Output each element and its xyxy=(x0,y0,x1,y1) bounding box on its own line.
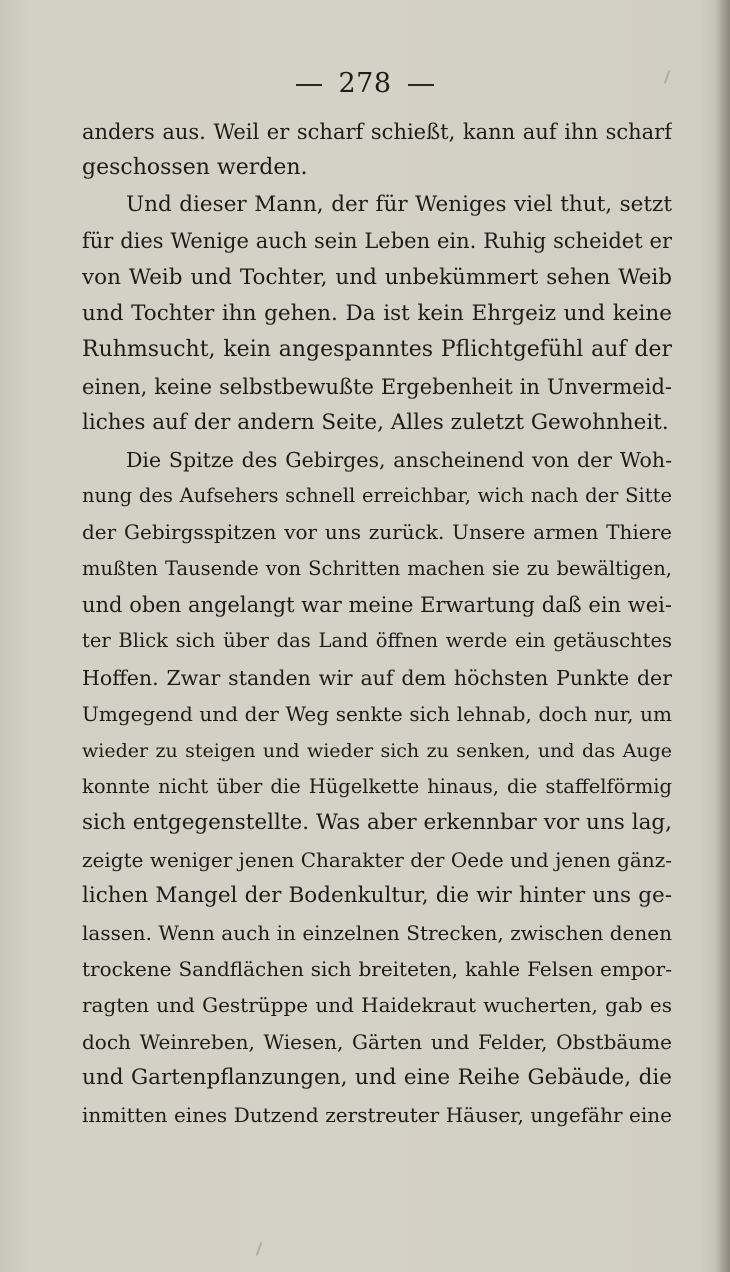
text-line: lichen Mangel der Bodenkultur, die wir hinter uns ge- xyxy=(82,883,672,909)
text-line: Die Spitze des Gebirges, anscheinend von der Woh- xyxy=(126,447,672,472)
text-line: Hoffen. Zwar standen wir auf dem höchsten Punkte der xyxy=(82,665,672,690)
text-line: ragten und Gestrüppe und Haidekraut wucherten, gab es xyxy=(82,993,672,1018)
text-line: ter Blick sich über das Land öffnen werde ein getäuschtes xyxy=(82,629,672,653)
text-line: und Gartenpflanzungen, und eine Reihe Gebäude, die xyxy=(82,1065,672,1091)
page-edge-shadow xyxy=(716,0,730,1272)
text-line: Und dieser Mann, der für Weniges viel thut, setzt xyxy=(126,191,672,217)
text-line: konnte nicht über die Hügelkette hinaus, die staffelförmig xyxy=(82,775,672,799)
text-line: Umgegend und der Weg senkte sich lehnab, doch nur, um xyxy=(82,702,672,727)
text-line: anders aus. Weil er scharf schießt, kann auf ihn scharf xyxy=(82,120,672,144)
text-line: zeigte weniger jenen Charakter der Oede und jenen gänz- xyxy=(82,847,672,872)
text-line: inmitten eines Dutzend zerstreuter Häuser, ungefähr eine xyxy=(82,1102,672,1127)
text-line: wieder zu steigen und wieder sich zu senken, und das Auge xyxy=(82,739,672,762)
text-line: trockene Sandflächen sich breiteten, kahle Felsen empor- xyxy=(82,956,672,981)
text-line: geschossen werden. xyxy=(82,155,308,181)
body-text xyxy=(82,114,672,1133)
text-line: der Gebirgsspitzen vor uns zurück. Unsere armen Thiere xyxy=(82,520,672,545)
text-line: für dies Wenige auch sein Leben ein. Ruhig scheidet er xyxy=(82,229,672,254)
text-line: von Weib und Tochter, und unbekümmert sehen Weib xyxy=(82,264,672,290)
text-line: doch Weinreben, Wiesen, Gärten und Felder, Obstbäume xyxy=(82,1029,672,1054)
paper-speck xyxy=(256,1242,263,1256)
page-header xyxy=(0,68,730,99)
text-line: Ruhmsucht, kein angespanntes Pflichtgefühl auf der xyxy=(82,337,672,363)
text-line: mußten Tausende von Schritten machen sie zu bewältigen, xyxy=(82,556,672,580)
text-line: lassen. Wenn auch in einzelnen Strecken, zwischen denen xyxy=(82,920,672,945)
page-number: 278 xyxy=(338,68,392,99)
text-line: liches auf der andern Seite, Alles zuletzt Gewohnheit. xyxy=(82,410,669,436)
text-line: nung des Aufsehers schnell erreichbar, wich nach der Sitte xyxy=(82,483,672,507)
text-line: einen, keine selbstbewußte Ergebenheit in Unvermeid- xyxy=(82,374,672,399)
header-dash-right xyxy=(408,84,434,86)
text-line: und oben angelangt war meine Erwartung daß ein wei- xyxy=(82,593,672,618)
text-line: sich entgegenstellte. Was aber erkennbar vor uns lag, xyxy=(82,810,672,836)
header-dash-left xyxy=(296,84,322,86)
text-line: und Tochter ihn gehen. Da ist kein Ehrgeiz und keine xyxy=(82,300,672,326)
